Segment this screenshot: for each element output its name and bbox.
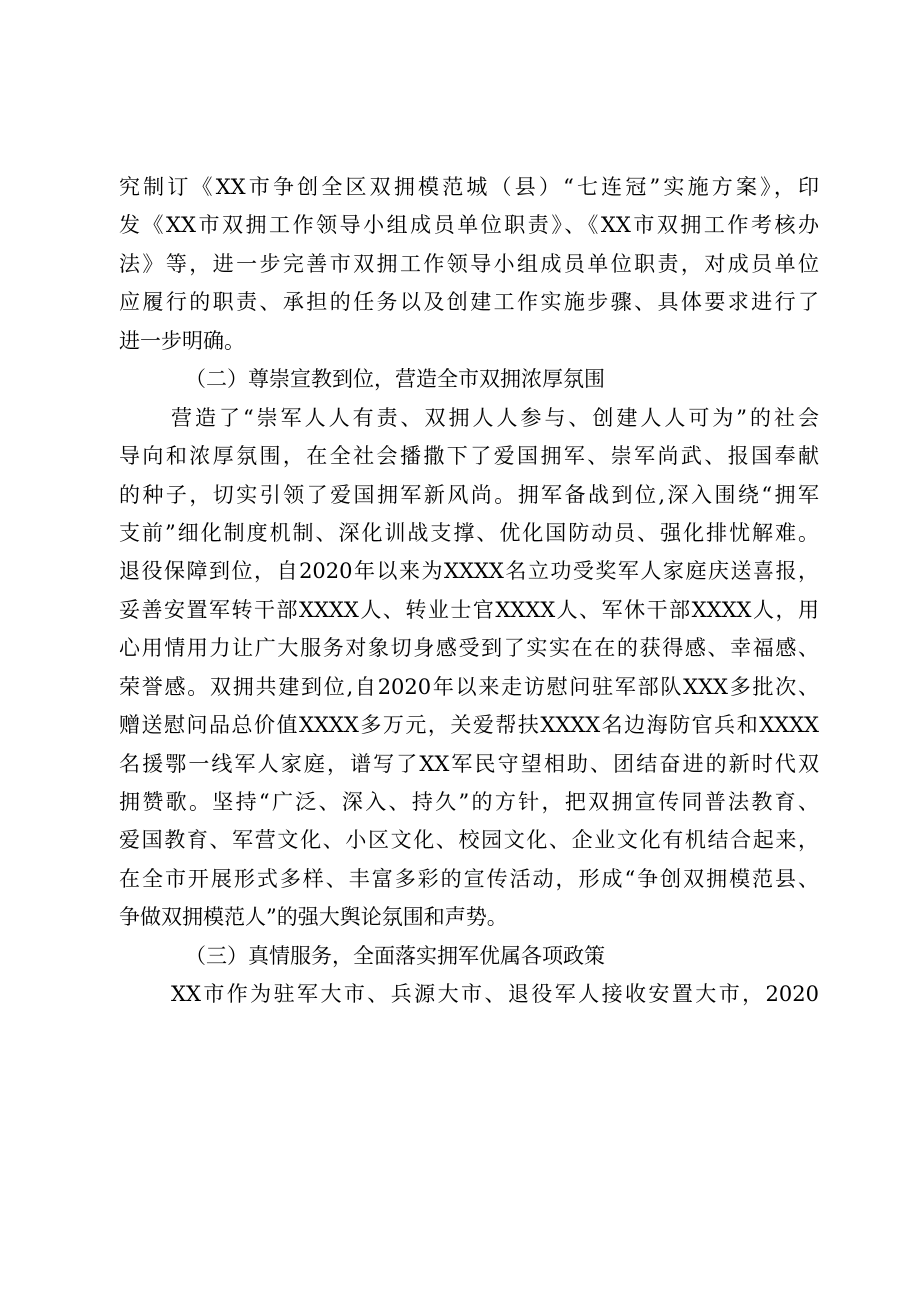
paragraph-line: 心用情用力让广大服务对象切身感受到了实实在在的获得感、幸福感、 xyxy=(119,636,819,661)
paragraph-line: 拥赞歌。坚持“广泛、深入、持久”的方针，把双拥宣传同普法教育、 xyxy=(119,790,819,814)
paragraph-line: 的种子，切实引领了爱国拥军新风尚。拥军备战到位,深入围绕“拥军 xyxy=(119,482,819,507)
paragraph-line: XX市作为驻军大市、兵源大市、退役军人接收安置大市，2020 xyxy=(171,982,819,1007)
paragraph-line: 争做双拥模范人”的强大舆论氛围和声势。 xyxy=(119,905,508,930)
section-heading: （三）真情服务，全面落实拥军优属各项政策 xyxy=(185,943,605,968)
document-body xyxy=(119,168,819,1014)
section-heading: （二）尊崇宣教到位，营造全市双拥浓厚氛围 xyxy=(185,367,605,392)
paragraph-line: 营造了“崇军人人有责、双拥人人参与、创建人人可为”的社会 xyxy=(171,405,819,430)
paragraph-line: 发《XX市双拥工作领导小组成员单位职责》、《XX市双拥工作考核办 xyxy=(119,213,819,238)
paragraph-line: 赠送慰问品总价值XXXX多万元，关爱帮扶XXXX名边海防官兵和XXXX xyxy=(119,713,819,738)
paragraph-line: 名援鄂一线军人家庭，谱写了XX军民守望相助、团结奋进的新时代双 xyxy=(119,751,819,776)
paragraph-line: 进一步明确。 xyxy=(119,328,245,353)
paragraph-line: 妥善安置军转干部XXXX人、转业士官XXXX人、军休干部XXXX人，用 xyxy=(119,597,819,622)
paragraph-line: 支前”细化制度机制、深化训战支撑、优化国防动员、强化排忧解难。 xyxy=(119,520,819,545)
paragraph-line: 爱国教育、军营文化、小区文化、校园文化、企业文化有机结合起来， xyxy=(119,828,819,853)
paragraph-line: 导向和浓厚氛围，在全社会播撒下了爱国拥军、崇军尚武、报国奉献 xyxy=(119,444,819,469)
paragraph-line: 在全市开展形式多样、丰富多彩的宣传活动，形成“争创双拥模范县、 xyxy=(119,866,819,891)
paragraph-line: 究制订《XX市争创全区双拥模范城（县）“七连冠”实施方案》，印 xyxy=(119,175,819,199)
paragraph-line: 法》等，进一步完善市双拥工作领导小组成员单位职责，对成员单位 xyxy=(119,251,819,276)
paragraph-line: 荣誉感。双拥共建到位,自2020年以来走访慰问驻军部队XXX多批次、 xyxy=(119,674,819,699)
paragraph-line: 应履行的职责、承担的任务以及创建工作实施步骤、具体要求进行了 xyxy=(119,290,819,315)
paragraph-line: 退役保障到位，自2020年以来为XXXX名立功受奖军人家庭庆送喜报， xyxy=(119,559,819,584)
